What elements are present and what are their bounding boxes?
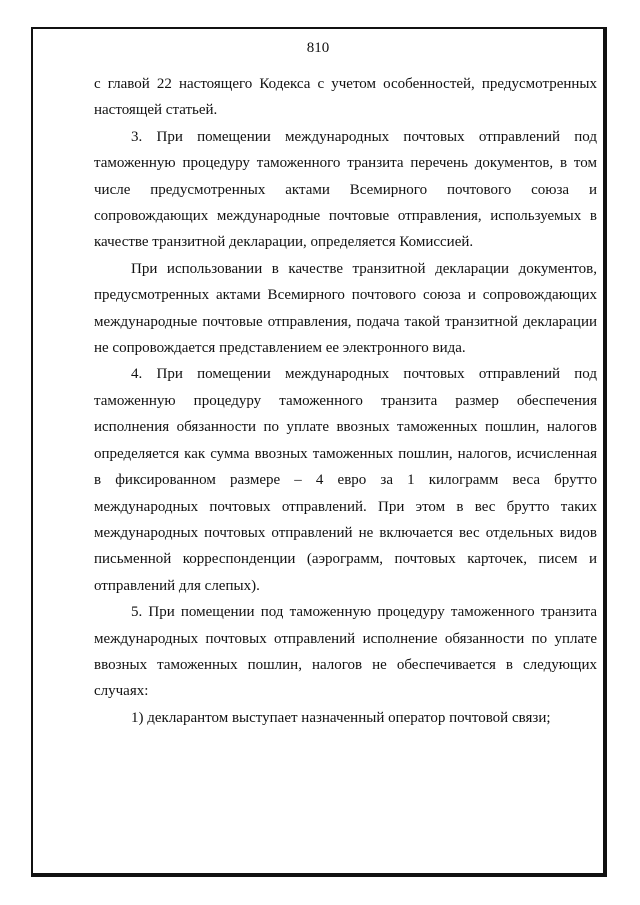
- paragraph-item-5: 5. При помещении под таможенную процедуру таможенного транзита международных почтовых отправлений исполнение обязанности по уплате ввозных таможенных пошлин, налогов не обеспечивается в следующих случаях:: [94, 604, 597, 700]
- document-body: [94, 71, 597, 731]
- paragraph-transit-declaration: При использовании в качестве транзитной декларации документов, предусмотренных актами Всемирного почтового союза и сопровождающих международные почтовые отправления, подача такой транзитной декларации не сопровождается представлением ее электронного вида.: [94, 260, 597, 357]
- paragraph-item-3: 3. При помещении международных почтовых отправлений под таможенную процедуру таможенного транзита перечень документов, в том числе предусмотренных актами Всемирного почтового союза и сопровождающих международные почтовые отправления, используемых в качестве транзитной декларации, определяется Комиссией.: [94, 128, 597, 251]
- paragraph-item-4: 4. При помещении международных почтовых отправлений под таможенную процедуру таможенного транзита размер обеспечения исполнения обязанности по уплате ввозных таможенных пошлин, налогов определяется как сумма ввозных таможенных пошлин, налогов, исчисленная в фиксированном размере – 4 евро за 1 килограмм веса брутто международных почтовых отправлений. При этом в вес брутто таких международных почтовых отправлений не включается вес отдельных видов письменной корреспонденции (аэрограмм, почтовых карточек, писем и отправлений для слепых).: [94, 366, 597, 594]
- paragraph-continuation: с главой 22 настоящего Кодекса с учетом особенностей, предусмотренных настоящей статьей.: [94, 76, 597, 119]
- paragraph-subitem-1: 1) декларантом выступает назначенный оператор почтовой связи;: [131, 709, 551, 726]
- page-number: 810: [306, 40, 330, 56]
- page-frame: [31, 27, 607, 877]
